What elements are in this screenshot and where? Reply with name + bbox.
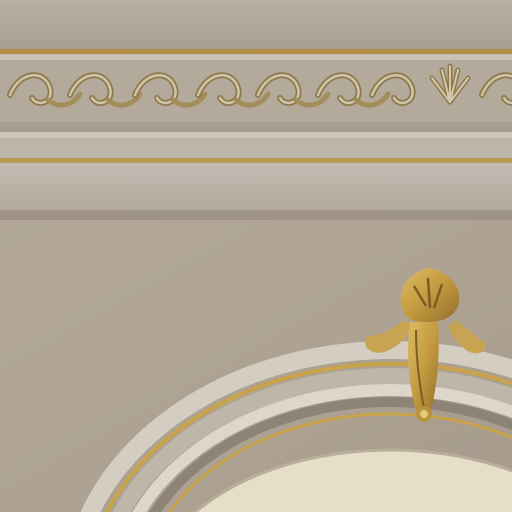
gold-line-top <box>0 49 512 54</box>
flat-band <box>0 163 512 213</box>
gold-line-bottom <box>0 158 512 163</box>
frieze-band <box>0 60 512 122</box>
upper-band <box>0 0 512 50</box>
